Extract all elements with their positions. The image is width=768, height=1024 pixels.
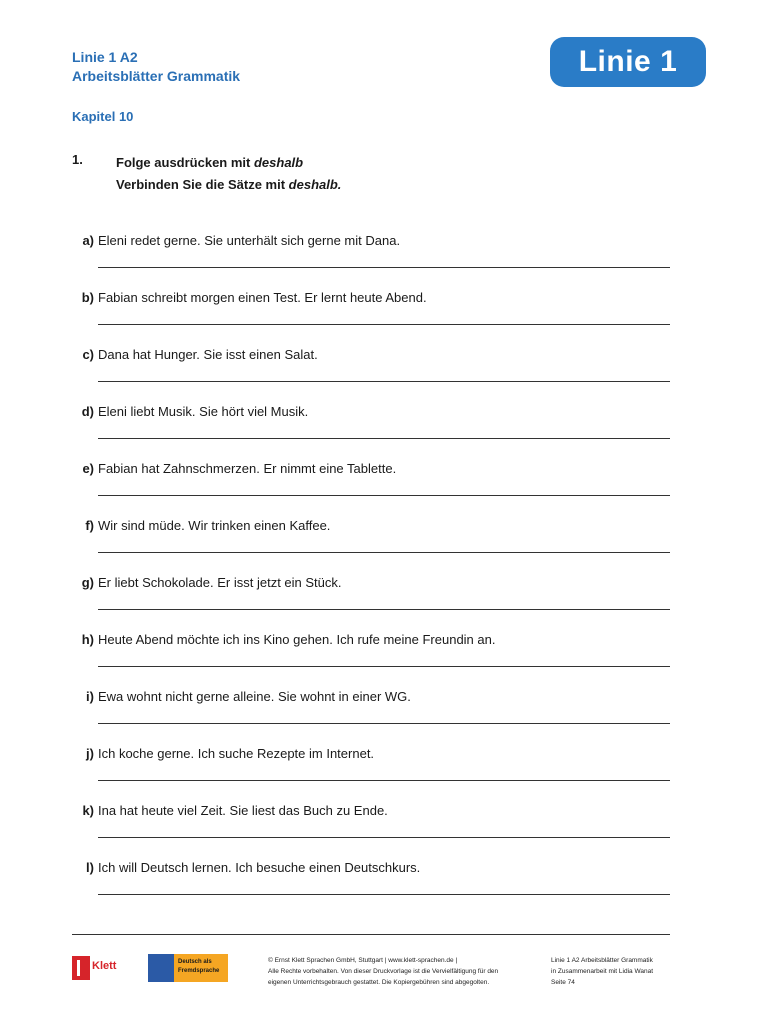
- answer-line[interactable]: [98, 723, 670, 724]
- exercise-item: [72, 461, 672, 518]
- exercise-item: [72, 404, 672, 461]
- meta-line-2: in Zusammenarbeit mit Lidia Wanat: [551, 968, 653, 975]
- exercise-item: [72, 290, 672, 347]
- exercise-item: [72, 689, 672, 746]
- klett-logo: [72, 954, 124, 982]
- answer-line[interactable]: [98, 324, 670, 325]
- answer-line[interactable]: [98, 438, 670, 439]
- linie1-logo: Linie 1: [550, 37, 706, 87]
- exercise-instruction: [116, 174, 341, 196]
- item-sentence: Ich koche gerne. Ich suche Rezepte im Internet.: [98, 746, 375, 761]
- item-sentence: Ina hat heute viel Zeit. Sie liest das Buch zu Ende.: [98, 803, 388, 818]
- item-sentence: Ich will Deutsch lernen. Ich besuche einen Deutschkurs.: [98, 860, 421, 875]
- copyright-line-1: © Ernst Klett Sprachen GmbH, Stuttgart | www.klett-sprachen.de |: [268, 957, 458, 964]
- item-label: j): [86, 746, 94, 761]
- exercise-title: [116, 152, 341, 174]
- document-header: [72, 48, 240, 86]
- exercise-item: [72, 746, 672, 803]
- exercise-number: 1.: [72, 152, 83, 167]
- item-sentence: Heute Abend möchte ich ins Kino gehen. Ich rufe meine Freundin an.: [98, 632, 496, 647]
- item-label: e): [82, 461, 94, 476]
- exercise-item: [72, 632, 672, 689]
- exercise-item: [72, 233, 672, 290]
- exercise-title-keyword: deshalb: [253, 155, 304, 170]
- item-label: d): [81, 404, 94, 419]
- page-number: Seite 74: [551, 979, 575, 986]
- answer-line[interactable]: [98, 780, 670, 781]
- exercise-item: [72, 575, 672, 632]
- exercise-instruction-keyword: deshalb.: [288, 177, 342, 192]
- header-subtitle: Arbeitsblätter Grammatik: [72, 68, 241, 84]
- answer-line[interactable]: [98, 666, 670, 667]
- answer-line[interactable]: [98, 381, 670, 382]
- copyright-line-2: Alle Rechte vorbehalten. Von dieser Druckvorlage ist die Vervielfältigung für den: [268, 968, 499, 975]
- item-label: i): [86, 689, 94, 704]
- answer-line[interactable]: [98, 837, 670, 838]
- exercise-instruction-text: Verbinden Sie die Sätze mit: [116, 177, 289, 192]
- item-sentence: Er liebt Schokolade. Er isst jetzt ein Stück.: [98, 575, 342, 590]
- item-sentence: Wir sind müde. Wir trinken einen Kaffee.: [98, 518, 331, 533]
- exercise-title-text: Folge ausdrücken mit: [116, 155, 254, 170]
- footer-divider: [72, 934, 670, 935]
- item-label: k): [82, 803, 94, 818]
- meta-line-1: Linie 1 A2 Arbeitsblätter Grammatik: [551, 957, 653, 964]
- chapter-heading: Kapitel 10: [72, 109, 134, 124]
- item-label: l): [86, 860, 94, 875]
- item-sentence: Eleni liebt Musik. Sie hört viel Musik.: [98, 404, 309, 419]
- exercise-item: [72, 347, 672, 404]
- copyright-line-3: eigenen Unterrichtsgebrauch gestattet. Die Kopiergebühren sind abgegolten.: [268, 979, 490, 986]
- item-sentence: Dana hat Hunger. Sie isst einen Salat.: [98, 347, 318, 362]
- footer-meta: [551, 955, 701, 988]
- daf-logo: [148, 954, 228, 982]
- answer-line[interactable]: [98, 495, 670, 496]
- item-label: f): [85, 518, 94, 533]
- item-sentence: Fabian schreibt morgen einen Test. Er lernt heute Abend.: [98, 290, 427, 305]
- exercise-item: [72, 518, 672, 575]
- exercise-heading: [116, 152, 341, 196]
- item-sentence: Eleni redet gerne. Sie unterhält sich gerne mit Dana.: [98, 233, 401, 248]
- item-label: c): [82, 347, 94, 362]
- daf-logo-block: [148, 954, 174, 982]
- daf-logo-text: Deutsch als Fremdsprache: [174, 954, 228, 982]
- exercise-item: [72, 803, 672, 860]
- answer-line[interactable]: [98, 609, 670, 610]
- header-course-title: Linie 1 A2: [72, 49, 138, 65]
- item-label: a): [82, 233, 94, 248]
- item-label: h): [81, 632, 94, 647]
- klett-logo-text: Klett: [92, 960, 117, 972]
- answer-line[interactable]: [98, 894, 670, 895]
- exercise-item: [72, 860, 672, 917]
- item-label: g): [81, 575, 94, 590]
- item-label: b): [81, 290, 94, 305]
- item-sentence: Fabian hat Zahnschmerzen. Er nimmt eine Tablette.: [98, 461, 397, 476]
- footer-copyright: [268, 955, 538, 988]
- answer-line[interactable]: [98, 552, 670, 553]
- klett-logo-mark: [72, 956, 90, 980]
- answer-line[interactable]: [98, 267, 670, 268]
- item-sentence: Ewa wohnt nicht gerne alleine. Sie wohnt in einer WG.: [98, 689, 411, 704]
